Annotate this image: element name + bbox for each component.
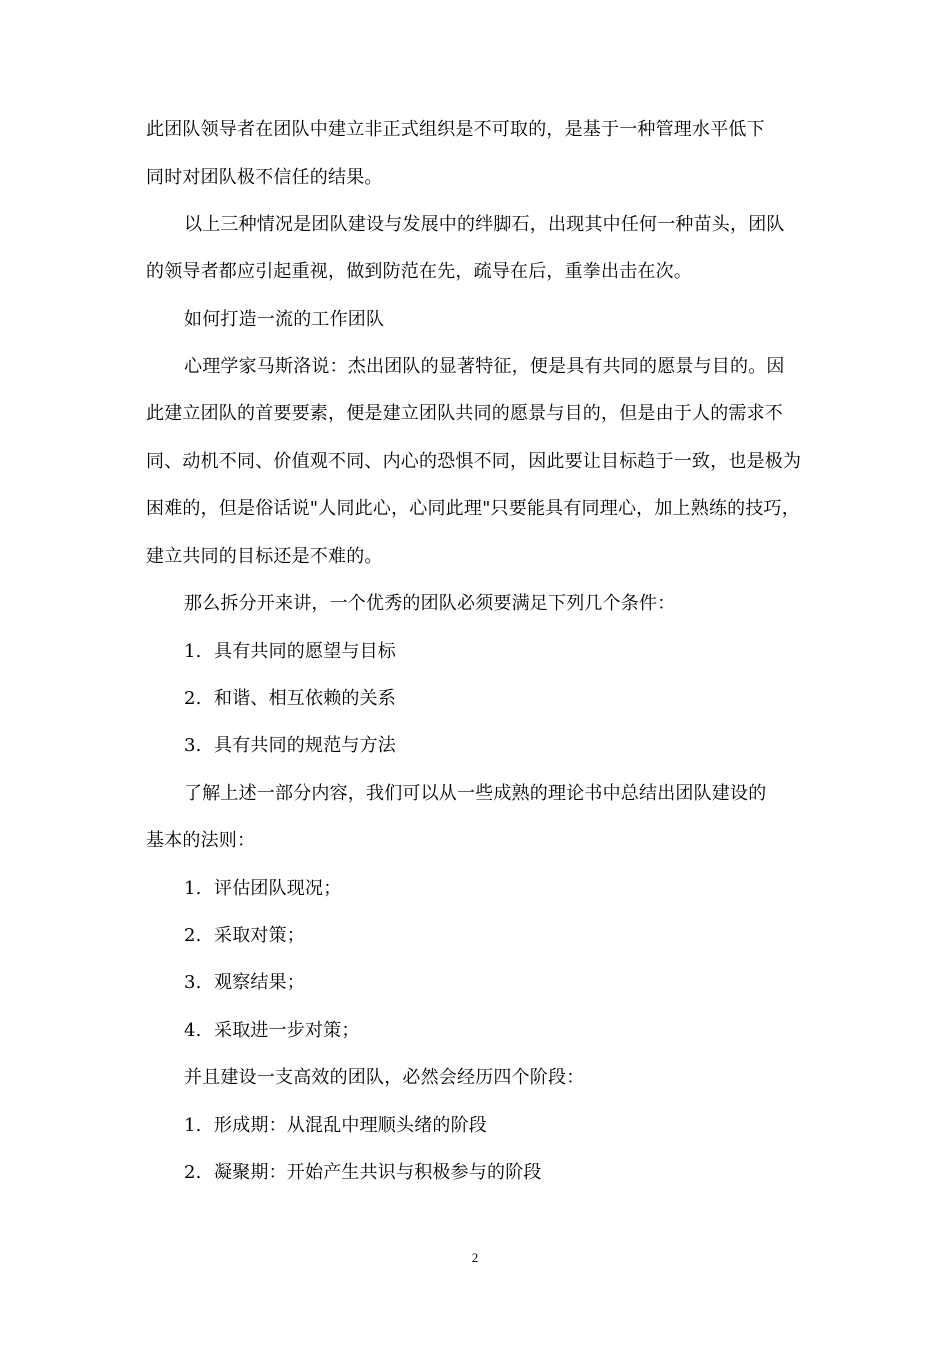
paragraph-line: 同、动机不同、价值观不同、内心的恐惧不同，因此要让目标趋于一致，也是极为 bbox=[146, 451, 802, 472]
list-item bbox=[184, 971, 305, 995]
list-item bbox=[184, 924, 305, 948]
list-number: 1. bbox=[184, 641, 202, 662]
paragraph-line: 以上三种情况是团队建设与发展中的绊脚石，出现其中任何一种苗头，团队 bbox=[184, 214, 785, 235]
section-heading: 如何打造一流的工作团队 bbox=[184, 309, 385, 330]
list-number: 2. bbox=[184, 688, 202, 709]
paragraph-line: 困难的，但是俗话说"人同此心，心同此理"只要能具有同理心，加上熟练的技巧， bbox=[146, 498, 800, 519]
list-number: 2. bbox=[184, 1162, 202, 1183]
list-item bbox=[184, 687, 396, 711]
paragraph-line: 那么拆分开来讲，一个优秀的团队必须要满足下列几个条件： bbox=[184, 593, 676, 614]
list-number: 4. bbox=[184, 1020, 202, 1041]
list-number: 1. bbox=[184, 1115, 202, 1136]
list-text: 凝聚期：开始产生共识与积极参与的阶段 bbox=[214, 1162, 542, 1183]
paragraph-line: 并且建设一支高效的团队，必然会经历四个阶段： bbox=[184, 1067, 585, 1088]
list-text: 具有共同的规范与方法 bbox=[214, 735, 396, 756]
list-number: 3. bbox=[184, 972, 202, 993]
paragraph-line: 心理学家马斯洛说：杰出团队的显著特征，便是具有共同的愿景与目的。因 bbox=[184, 356, 785, 377]
paragraph-line: 此团队领导者在团队中建立非正式组织是不可取的，是基于一种管理水平低下 bbox=[146, 119, 765, 140]
list-text: 形成期：从混乱中理顺头绪的阶段 bbox=[214, 1115, 487, 1136]
list-item bbox=[184, 640, 396, 664]
list-text: 采取对策； bbox=[214, 925, 305, 946]
paragraph-line: 基本的法则： bbox=[146, 830, 256, 851]
list-item bbox=[184, 1019, 360, 1043]
page-number: 2 bbox=[471, 1250, 479, 1265]
list-item bbox=[184, 734, 396, 758]
list-number: 2. bbox=[184, 925, 202, 946]
list-text: 采取进一步对策； bbox=[214, 1020, 360, 1041]
list-text: 和谐、相互依赖的关系 bbox=[214, 688, 396, 709]
list-text: 具有共同的愿望与目标 bbox=[214, 641, 396, 662]
paragraph-line: 此建立团队的首要要素，便是建立团队共同的愿景与目的，但是由于人的需求不 bbox=[146, 403, 783, 424]
list-number: 3. bbox=[184, 735, 202, 756]
list-item bbox=[184, 1114, 487, 1138]
paragraph-line: 的领导者都应引起重视，做到防范在先，疏导在后，重拳出击在次。 bbox=[146, 261, 692, 282]
list-text: 评估团队现况； bbox=[214, 878, 342, 899]
paragraph-line: 了解上述一部分内容，我们可以从一些成熟的理论书中总结出团队建设的 bbox=[184, 783, 767, 804]
list-item bbox=[184, 877, 341, 901]
list-number: 1. bbox=[184, 878, 202, 899]
paragraph-line: 同时对团队极不信任的结果。 bbox=[146, 167, 383, 188]
list-item bbox=[184, 1161, 542, 1185]
paragraph-line: 建立共同的目标还是不难的。 bbox=[146, 546, 383, 567]
list-text: 观察结果； bbox=[214, 972, 305, 993]
